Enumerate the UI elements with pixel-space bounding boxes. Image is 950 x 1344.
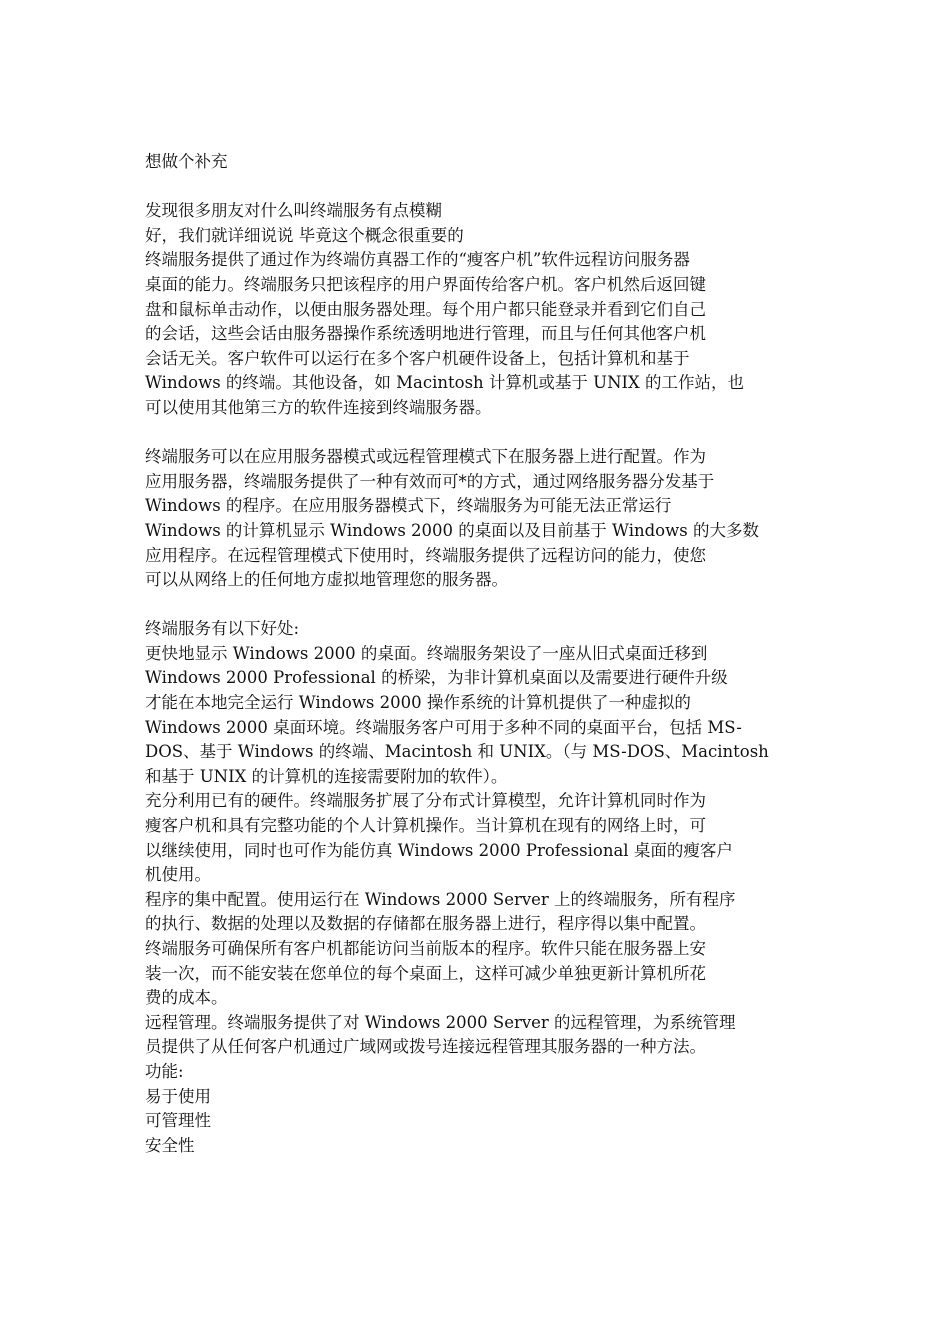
text-line: Windows 2000 Professional 的桥梁，为非计算机桌面以及需要进行硬件升级 xyxy=(145,668,728,688)
text-line: 员提供了从任何客户机通过广域网或拨号连接远程管理其服务器的一种方法。 xyxy=(145,1037,706,1057)
text-line: 会话无关。客户软件可以运行在多个客户机硬件设备上，包括计算机和基于 xyxy=(145,348,690,368)
blank-line xyxy=(145,593,815,618)
text-line: 盘和鼠标单击动作，以便由服务器处理。每个用户都只能登录并看到它们自己 xyxy=(145,299,706,319)
text-line: 装一次，而不能安装在您单位的每个桌面上，这样可减少单独更新计算机所花 xyxy=(145,963,706,983)
text-line: 充分利用已有的硬件。终端服务扩展了分布式计算模型，允许计算机同时作为 xyxy=(145,791,706,811)
text-line: 终端服务有以下好处: xyxy=(145,619,300,639)
text-line: 才能在本地完全运行 Windows 2000 操作系统的计算机提供了一种虚拟的 xyxy=(145,693,691,713)
text-line: 终端服务提供了通过作为终端仿真器工作的“瘦客户机”软件远程访问服务器 xyxy=(145,250,690,270)
text-line: 的会话，这些会话由服务器操作系统透明地进行管理，而且与任何其他客户机 xyxy=(145,324,706,344)
text-line: 的执行、数据的处理以及数据的存储都在服务器上进行，程序得以集中配置。 xyxy=(145,914,706,934)
text-line: 程序的集中配置。使用运行在 Windows 2000 Server 上的终端服务，所有程序 xyxy=(145,889,736,909)
text-line: 可以从网络上的任何地方虚拟地管理您的服务器。 xyxy=(145,570,508,590)
features-heading: 功能: xyxy=(145,1061,184,1081)
text-line: 瘦客户机和具有完整功能的个人计算机操作。当计算机在现有的网络上时，可 xyxy=(145,816,706,836)
blank-line xyxy=(145,421,815,446)
text-line: Windows 的计算机显示 Windows 2000 的桌面以及目前基于 Windows 的大多数 xyxy=(145,520,759,540)
text-line: 终端服务可以在应用服务器模式或远程管理模式下在服务器上进行配置。作为 xyxy=(145,447,706,467)
feature-item: 安全性 xyxy=(145,1135,195,1155)
text-line: 和基于 UNIX 的计算机的连接需要附加的软件）。 xyxy=(145,766,508,786)
text-line: Windows 的程序。在应用服务器模式下，终端服务为可能无法正常运行 xyxy=(145,496,672,516)
text-line: Windows 的终端。其他设备，如 Macintosh 计算机或基于 UNIX 的工作站，也 xyxy=(145,373,745,393)
feature-item: 可管理性 xyxy=(145,1111,211,1131)
document-body xyxy=(145,150,815,1158)
text-line: 以继续使用，同时也可作为能仿真 Windows 2000 Professional 桌面的瘦客户 xyxy=(145,840,733,860)
feature-item: 易于使用 xyxy=(145,1086,211,1106)
text-line: DOS、基于 Windows 的终端、Macintosh 和 UNIX。（与 MS-DOS、Macintosh xyxy=(145,742,769,762)
heading-supplement: 想做个补充 xyxy=(145,152,228,171)
text-line: 远程管理。终端服务提供了对 Windows 2000 Server 的远程管理，为系统管理 xyxy=(145,1012,736,1032)
text-line: 好，我们就详细说说 毕竟这个概念很重要的 xyxy=(145,225,464,245)
text-line: 应用程序。在远程管理模式下使用时，终端服务提供了远程访问的能力，使您 xyxy=(145,545,706,565)
text-line: 应用服务器，终端服务提供了一种有效而可*的方式，通过网络服务器分发基于 xyxy=(145,471,715,491)
text-line: 可以使用其他第三方的软件连接到终端服务器。 xyxy=(145,397,492,417)
text-line: 发现很多朋友对什么叫终端服务有点模糊 xyxy=(145,201,442,221)
text-line: 更快地显示 Windows 2000 的桌面。终端服务架设了一座从旧式桌面迁移到 xyxy=(145,643,708,663)
text-line: Windows 2000 桌面环境。终端服务客户可用于多种不同的桌面平台，包括 MS- xyxy=(145,717,742,737)
text-line: 费的成本。 xyxy=(145,988,228,1008)
text-line: 机使用。 xyxy=(145,865,211,885)
text-line: 桌面的能力。终端服务只把该程序的用户界面传给客户机。客户机然后返回键 xyxy=(145,274,706,294)
blank-line xyxy=(145,175,815,200)
text-line: 终端服务可确保所有客户机都能访问当前版本的程序。软件只能在服务器上安 xyxy=(145,939,706,958)
